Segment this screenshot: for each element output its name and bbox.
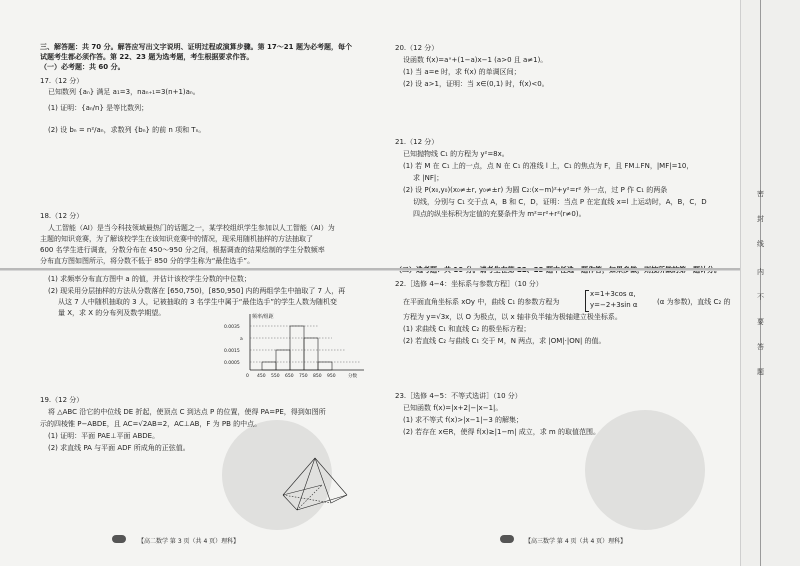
q19-part2: (2) 求直线 PA 与平面 ADF 所成角的正弦值。 <box>48 444 190 452</box>
q18-line2: 主题的知识竞赛，为了解该校学生在该知识竞赛中的情况，现采用随机抽样的方法抽取了 <box>40 235 313 243</box>
q17-part1: (1) 证明：{aₙ/n} 是等比数列； <box>48 104 149 112</box>
q18-part2b: 从这 7 人中随机抽取的 3 人，记被抽取的 3 名学生中属于“最佳选手”的学生人数为随机变 <box>58 298 337 306</box>
q20-part1: (1) 当 a=e 时，求 f(x) 的单调区间； <box>403 68 521 76</box>
chart-ylabel: 频率/组距 <box>252 314 274 320</box>
q17-part2: (2) 设 bₙ = n²/aₙ，求数列 {bₙ} 的前 n 项和 Tₙ。 <box>48 126 206 134</box>
binding-label-4: 内 <box>757 268 764 276</box>
q22-part1: (1) 求曲线 C₁ 和直线 C₂ 的极坐标方程； <box>403 325 531 333</box>
q17-head: 17.（12 分） <box>40 77 84 85</box>
q18-part1: (1) 求频率分布直方图中 a 的值，并估计该校学生分数的中位数； <box>48 275 251 283</box>
binding-strip <box>740 0 800 566</box>
q23-part2: (2) 若存在 x∈R，使得 f(x)≥|1−m| 成立，求 m 的取值范围。 <box>403 428 600 436</box>
chart-xtick-6: 950 <box>327 374 336 379</box>
chart-ytick-4: 0.0005 <box>224 361 240 366</box>
q21-line1: 已知抛物线 C₁ 的方程为 y²=8x。 <box>403 150 509 158</box>
chart-xtick-0: 0 <box>246 374 249 379</box>
q19-head: 19.（12 分） <box>40 396 84 404</box>
q22-line1: 在平面直角坐标系 xOy 中，曲线 C₁ 的参数方程为 <box>403 298 560 306</box>
bar-750-850 <box>304 338 318 370</box>
binding-label-2: 封 <box>757 215 764 223</box>
q22-line1b: (α 为参数)，直线 C₂ 的 <box>657 298 731 306</box>
watermark-logo-left <box>222 420 332 530</box>
binding-label-8: 题 <box>757 368 764 376</box>
q20-part2: (2) 设 a>1，证明：当 x∈(0,1) 时，f(x)<0。 <box>403 80 549 88</box>
chart-xtick-4: 750 <box>299 374 308 379</box>
bar-550-650 <box>276 350 290 370</box>
binding-label-3: 线 <box>757 240 764 248</box>
q22-sys2: y=−2+3sin α <box>590 301 638 309</box>
section-title: 三、解答题：共 70 分。解答应写出文字说明、证明过程或演算步骤。第 17～21 题为必考题，每个 <box>40 43 352 51</box>
binding-label-6: 要 <box>757 318 764 326</box>
q23-head: 23.［选修 4−5：不等式选讲］（10 分） <box>395 392 522 400</box>
q18-line4: 分布直方图如图所示，将分数不低于 850 分的学生称为“最佳选手”。 <box>40 257 255 265</box>
left-footer: 【高二数学 第 3 页（共 4 页）理科】 <box>138 538 240 545</box>
q21-part1b: 求 |NF|； <box>413 174 444 182</box>
q19-line1: 将 △ABC 沿它的中位线 DE 折起，使顶点 C 到达点 P 的位置，使得 PA=PE，得到如图所 <box>48 408 326 416</box>
chart-xtick-1: 450 <box>257 374 266 379</box>
q18-line3: 600 名学生进行调查，分数分布在 450～950 分之间，根据调查的结果绘制的学生分数频率 <box>40 246 325 254</box>
q17-stem: 已知数列 {aₙ} 满足 a₁=3，naₙ₊₁=3(n+1)aₙ。 <box>48 88 200 96</box>
frequency-histogram <box>222 310 372 382</box>
q18-line1: 人工智能（AI）是当今科技领域最热门的话题之一，某学校组织学生参加以人工智能（AI）为 <box>48 224 335 232</box>
chart-ytick-3: 0.0015 <box>224 349 240 354</box>
chart-ytick-1: 0.0035 <box>224 325 240 330</box>
footer-emblem-right <box>500 535 514 543</box>
q22-line2: 方程为 y=√3x，以 O 为极点，以 x 轴非负半轴为极轴建立极坐标系。 <box>403 313 622 321</box>
q20-head: 20.（12 分） <box>395 44 439 52</box>
binding-label-1: 密 <box>757 190 764 198</box>
binding-line <box>760 0 761 566</box>
section-title-2: 试题考生都必须作答。第 22、23 题为选考题，考生根据要求作答。 <box>40 53 254 61</box>
q19-part1: (1) 证明：平面 PAE⊥平面 ABDE。 <box>48 432 160 440</box>
q23-part1: (1) 求不等式 f(x)>|x−1|−3 的解集； <box>403 416 524 424</box>
q22-part2: (2) 若直线 C₂ 与曲线 C₁ 交于 M，N 两点，求 |OM|·|ON| 的值。 <box>403 337 606 345</box>
q22-head: 22.［选修 4−4：坐标系与参数方程］（10 分） <box>395 280 543 288</box>
page-fold-shadow <box>0 270 740 271</box>
chart-xlabel: 分数 <box>348 374 357 379</box>
q21-part2: (2) 设 P(x₀,y₀)(x₀≠±r, y₀≠±r) 为圆 C₂:(x−m)²+y²=r² 外一点，过 P 作 C₁ 的两条 <box>403 186 668 194</box>
q18-part2: (2) 现采用分层抽样的方法从分数落在 [650,750)，[850,950] 内的两组学生中抽取了 7 人，再 <box>48 287 346 295</box>
left-page <box>0 0 385 566</box>
binding-label-7: 答 <box>757 343 764 351</box>
q22-system-brace <box>585 290 589 312</box>
q18-head: 18.（12 分） <box>40 212 84 220</box>
chart-xtick-5: 850 <box>313 374 322 379</box>
bar-450-550 <box>262 362 276 370</box>
chart-xtick-3: 650 <box>285 374 294 379</box>
q21-head: 21.（12 分） <box>395 138 439 146</box>
right-footer: 【高三数学 第 4 页（共 4 页）理科】 <box>525 538 627 545</box>
required-header: （一）必考题：共 60 分。 <box>40 63 125 71</box>
q19-line2: 示的四棱锥 P−ABDE，且 AC=√2AB=2，AC⊥AB，F 为 PB 的中点。 <box>40 420 262 428</box>
right-page <box>385 0 740 566</box>
q18-part2c: 量 X，求 X 的分布列及数学期望。 <box>58 309 166 317</box>
binding-label-5: 不 <box>757 293 764 301</box>
q20-stem: 设函数 f(x)=aˣ+(1−a)x−1 (a>0 且 a≠1)。 <box>403 56 548 64</box>
chart-ytick-2: a <box>240 337 243 342</box>
chart-xtick-2: 550 <box>271 374 280 379</box>
q23-line1: 已知函数 f(x)=|x+2|−|x−1|。 <box>403 404 503 412</box>
footer-emblem-left <box>112 535 126 543</box>
q21-part2c: 四点的纵坐标积为定值的充要条件为 m²=r²+r²(r≠0)。 <box>413 210 586 218</box>
q22-sys1: x=1+3cos α, <box>590 290 636 298</box>
bar-650-750 <box>290 326 304 370</box>
q21-part1: (1) 若 M 在 C₁ 上的一点，点 N 在 C₁ 的准线 l 上，C₁ 的焦点为 F，且 FM⊥FN，|MF|=10， <box>403 162 694 170</box>
watermark-logo-right <box>585 410 705 530</box>
bar-850-950 <box>318 362 332 370</box>
q21-part2b: 切线，分别与 C₁ 交于点 A，B 和 C，D，证明：当点 P 在定直线 x=l 上运动时，A，B，C，D <box>413 198 707 206</box>
